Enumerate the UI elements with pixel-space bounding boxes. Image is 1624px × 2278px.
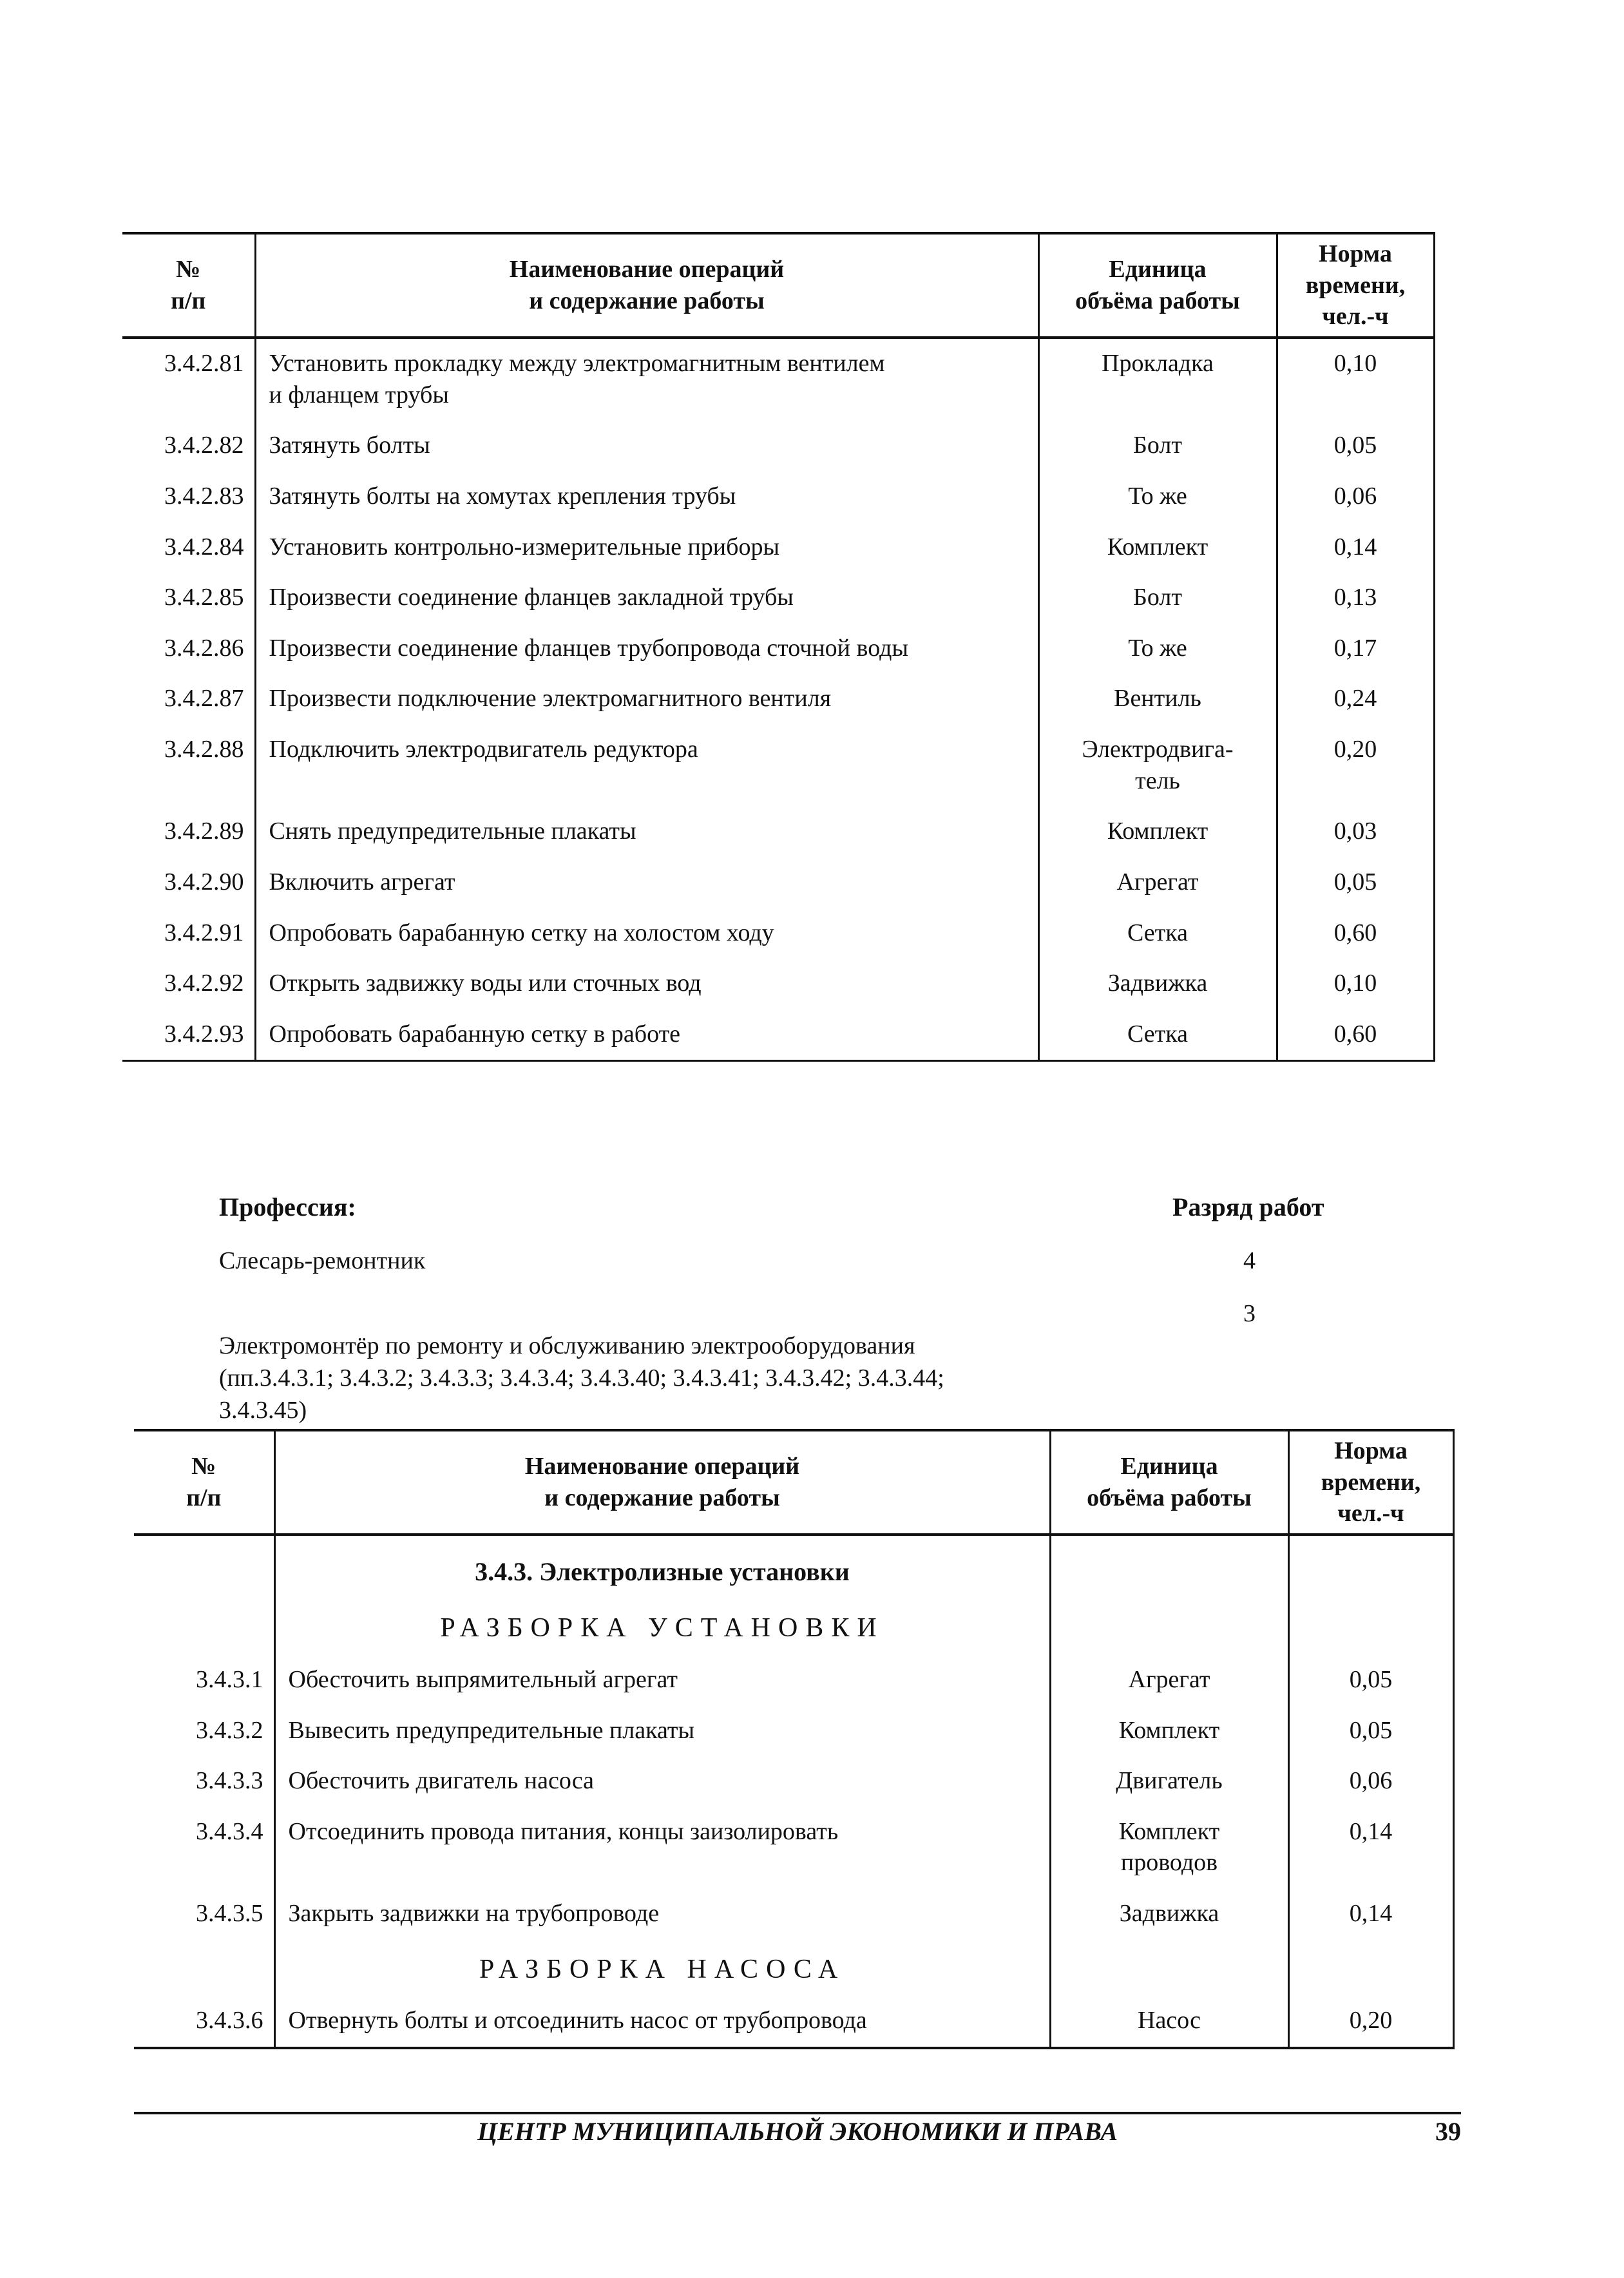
time-norm: 0,60: [1277, 908, 1434, 959]
unit-of-work: То же: [1038, 624, 1277, 675]
table-row: [122, 959, 1434, 1010]
table-row: [122, 624, 1434, 675]
time-norm: 0,10: [1277, 338, 1434, 421]
unit-of-work: Комплект проводов: [1050, 1807, 1288, 1889]
header-norm: Норма времени, чел.-ч: [1277, 233, 1434, 338]
profession-grade: 4: [1243, 1247, 1256, 1274]
unit-of-work: То же: [1038, 472, 1277, 522]
unit-of-work: Прокладка: [1038, 338, 1277, 421]
operation-name: Включить агрегат: [255, 857, 1038, 908]
profession-grade: 3: [1243, 1300, 1256, 1327]
profession-item: [219, 1297, 1121, 1427]
unit-of-work: Комплект: [1038, 522, 1277, 573]
unit-of-work: Задвижка: [1050, 1889, 1288, 1940]
operation-name: Вывесить предупредительные плакаты: [274, 1706, 1050, 1757]
unit-of-work: Двигатель: [1050, 1756, 1288, 1807]
profession-name: Слесарь-ремонтник: [219, 1247, 426, 1274]
row-number: 3.4.3.4: [196, 1817, 263, 1845]
table-row: [122, 725, 1434, 807]
time-norm: 0,20: [1277, 725, 1434, 807]
unit-of-work: Агрегат: [1038, 857, 1277, 908]
time-norm: 0,05: [1277, 857, 1434, 908]
page-number: 39: [1435, 2117, 1461, 2146]
header-num: № п/п: [134, 1430, 274, 1535]
time-norm: 0,20: [1288, 1996, 1453, 2048]
row-number: 3.4.2.91: [164, 919, 244, 946]
grade-header: Разряд работ: [1172, 1192, 1324, 1221]
unit-of-work: Комплект: [1038, 807, 1277, 857]
unit-of-work: Комплект: [1050, 1706, 1288, 1757]
unit-of-work: Агрегат: [1050, 1655, 1288, 1706]
table-row: [122, 857, 1434, 908]
time-norm: 0,03: [1277, 807, 1434, 857]
unit-of-work: Болт: [1038, 573, 1277, 624]
header-norm: Норма времени, чел.-ч: [1288, 1430, 1453, 1535]
row-number: 3.4.3.3: [196, 1767, 263, 1795]
table-body: [134, 1655, 1453, 1940]
footer-rule: [134, 2112, 1461, 2114]
row-number: 3.4.2.82: [164, 432, 244, 459]
table-row: [134, 1889, 1453, 1940]
row-number: 3.4.3.1: [196, 1665, 263, 1693]
row-number: 3.4.2.85: [164, 584, 244, 611]
operation-name: Обесточить выпрямительный агрегат: [274, 1655, 1050, 1706]
unit-of-work: Сетка: [1038, 908, 1277, 959]
operation-name: Затянуть болты: [255, 421, 1038, 472]
row-number: 3.4.2.88: [164, 736, 244, 763]
subsection-title: РАЗБОРКА УСТАНОВКИ: [274, 1598, 1050, 1655]
row-number: 3.4.2.86: [164, 634, 244, 662]
row-number: 3.4.3.5: [196, 1900, 263, 1928]
table-row: [134, 1706, 1453, 1757]
time-norm: 0,05: [1277, 421, 1434, 472]
time-norm: 0,24: [1277, 674, 1434, 725]
operation-name: Опробовать барабанную сетку на холостом ходу: [255, 908, 1038, 959]
table-row: [122, 573, 1434, 624]
row-number: 3.4.2.90: [164, 868, 244, 895]
time-norm: 0,14: [1288, 1807, 1453, 1889]
table-row: [134, 1807, 1453, 1889]
operation-name: Обесточить двигатель насоса: [274, 1756, 1050, 1807]
operation-name: Отвернуть болты и отсоединить насос от трубопровода: [274, 1996, 1050, 2048]
table-body: [134, 1535, 1453, 1655]
table-row: [122, 908, 1434, 959]
row-number: 3.4.2.89: [164, 818, 244, 845]
operation-name: Произвести соединение фланцев закладной трубы: [255, 573, 1038, 624]
subsection-row: [134, 1940, 1453, 1996]
table-header: [134, 1430, 1453, 1535]
row-number: 3.4.2.84: [164, 533, 244, 560]
header-operation-name: Наименование операций и содержание работы: [274, 1430, 1050, 1535]
subsection-title: РАЗБОРКА НАСОСА: [274, 1940, 1050, 1996]
table-row: [134, 1756, 1453, 1807]
time-norm: 0,06: [1277, 472, 1434, 522]
time-norm: 0,05: [1288, 1706, 1453, 1757]
row-number: 3.4.2.81: [164, 350, 244, 377]
time-norm: 0,05: [1288, 1655, 1453, 1706]
operation-name: Произвести соединение фланцев трубопровода сточной воды: [255, 624, 1038, 675]
section-title: 3.4.3. Электролизные установки: [274, 1535, 1050, 1598]
operation-name: Отсоединить провода питания, концы заизолировать: [274, 1807, 1050, 1889]
table-row: [134, 1996, 1453, 2048]
table-body: [134, 1996, 1453, 2048]
table-row: [122, 1010, 1434, 1061]
header-num: № п/п: [122, 233, 255, 338]
time-norm: 0,60: [1277, 1010, 1434, 1061]
time-norm: 0,13: [1277, 573, 1434, 624]
table-row: [122, 674, 1434, 725]
header-unit: Единица объёма работы: [1038, 233, 1277, 338]
unit-of-work: Электродвига- тель: [1038, 725, 1277, 807]
section-row: [134, 1535, 1453, 1598]
row-number: 3.4.3.6: [196, 2007, 263, 2034]
table-header: [122, 233, 1434, 338]
row-number: 3.4.2.93: [164, 1020, 244, 1048]
subsection-row: [134, 1598, 1453, 1655]
footer-title: ЦЕНТР МУНИЦИПАЛЬНОЙ ЭКОНОМИКИ И ПРАВА: [477, 2117, 1118, 2146]
row-number: 3.4.2.87: [164, 685, 244, 713]
operation-name: Опробовать барабанную сетку в работе: [255, 1010, 1038, 1061]
table-body: [134, 1940, 1453, 1996]
table-row: [122, 338, 1434, 421]
header-unit: Единица объёма работы: [1050, 1430, 1288, 1535]
operation-name: Установить прокладку между электромагнитным вентилем и фланцем трубы: [255, 338, 1038, 421]
operation-name: Снять предупредительные плакаты: [255, 807, 1038, 857]
unit-of-work: Болт: [1038, 421, 1277, 472]
operation-name: Подключить электродвигатель редуктора: [255, 725, 1038, 807]
operation-name: Затянуть болты на хомутах крепления трубы: [255, 472, 1038, 522]
unit-of-work: Насос: [1050, 1996, 1288, 2048]
profession-item: [219, 1245, 1121, 1277]
table-row: [122, 807, 1434, 857]
operation-name: Закрыть задвижки на трубопроводе: [274, 1889, 1050, 1940]
time-norm: 0,10: [1277, 959, 1434, 1010]
operation-name: Произвести подключение электромагнитного вентиля: [255, 674, 1038, 725]
operations-table-2: [134, 1429, 1455, 2049]
operation-name: Установить контрольно-измерительные приборы: [255, 522, 1038, 573]
time-norm: 0,14: [1288, 1889, 1453, 1940]
time-norm: 0,06: [1288, 1756, 1453, 1807]
table-row: [122, 522, 1434, 573]
header-operation-name: Наименование операций и содержание работы: [255, 233, 1038, 338]
row-number: 3.4.2.92: [164, 970, 244, 997]
table-row: [122, 421, 1434, 472]
time-norm: 0,17: [1277, 624, 1434, 675]
table-body: [122, 338, 1434, 1061]
unit-of-work: Вентиль: [1038, 674, 1277, 725]
table-row: [122, 472, 1434, 522]
profession-name: Электромонтёр по ремонту и обслуживанию электрооборудования (пп.3.4.3.1; 3.4.3.2; 3.4.3.3; 3.4.3.4; 3.4.3.40; 3.4.3.41; 3.4.3.42; 3.4.3.44; 3.4.3.45): [219, 1332, 944, 1424]
unit-of-work: Задвижка: [1038, 959, 1277, 1010]
operations-table-1: [122, 232, 1435, 1062]
unit-of-work: Сетка: [1038, 1010, 1277, 1061]
table-row: [134, 1655, 1453, 1706]
operation-name: Открыть задвижку воды или сточных вод: [255, 959, 1038, 1010]
time-norm: 0,14: [1277, 522, 1434, 573]
profession-header: Профессия:: [219, 1192, 356, 1221]
row-number: 3.4.2.83: [164, 482, 244, 510]
row-number: 3.4.3.2: [196, 1716, 263, 1744]
